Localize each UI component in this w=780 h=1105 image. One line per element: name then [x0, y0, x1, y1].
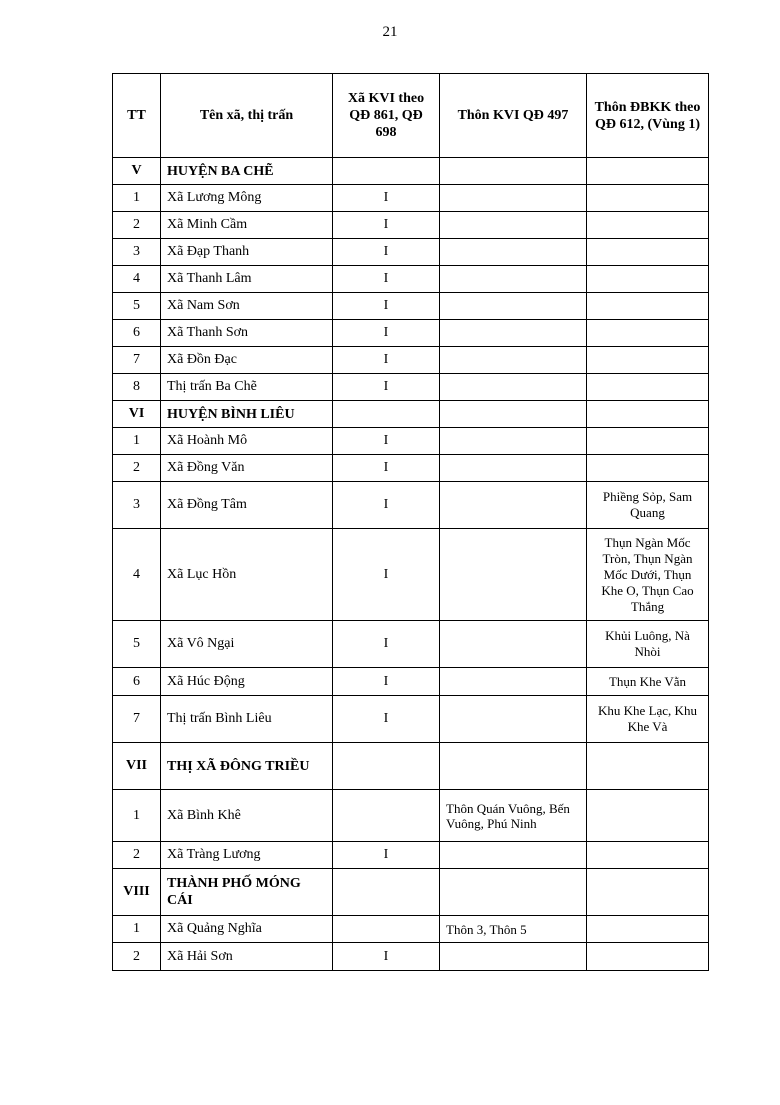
cell-thon-kvi	[440, 743, 587, 790]
cell-thon-kvi	[440, 621, 587, 668]
cell-tt: 6	[113, 320, 161, 347]
table-header-row	[113, 74, 709, 158]
cell-kvi	[333, 869, 440, 916]
table-row	[113, 529, 709, 621]
cell-thon-dbkk	[587, 212, 709, 239]
section-row	[113, 401, 709, 428]
cell-thon-dbkk	[587, 428, 709, 455]
table-row	[113, 668, 709, 696]
cell-thon-dbkk: Khu Khe Lạc, Khu Khe Và	[587, 696, 709, 743]
table-row	[113, 239, 709, 266]
page-number: 21	[382, 24, 398, 40]
cell-kvi: I	[333, 347, 440, 374]
cell-name: Xã Thanh Lâm	[161, 266, 333, 293]
cell-name: Thị trấn Ba Chẽ	[161, 374, 333, 401]
cell-name: Xã Minh Cầm	[161, 212, 333, 239]
cell-kvi: I	[333, 266, 440, 293]
cell-thon-dbkk	[587, 347, 709, 374]
cell-kvi: I	[333, 239, 440, 266]
cell-name: Xã Hải Sơn	[161, 943, 333, 971]
cell-kvi: I	[333, 455, 440, 482]
table-row	[113, 621, 709, 668]
cell-thon-kvi	[440, 374, 587, 401]
header-tt: TT	[113, 74, 161, 158]
table-row	[113, 842, 709, 869]
cell-thon-dbkk: Phiềng Sỏp, Sam Quang	[587, 482, 709, 529]
cell-tt: 8	[113, 374, 161, 401]
table-row	[113, 943, 709, 971]
cell-thon-dbkk: Khủi Luông, Nà Nhòi	[587, 621, 709, 668]
table-row	[113, 790, 709, 842]
cell-thon-kvi	[440, 293, 587, 320]
cell-kvi	[333, 401, 440, 428]
cell-tt: 5	[113, 293, 161, 320]
cell-thon-dbkk	[587, 916, 709, 943]
cell-thon-kvi	[440, 212, 587, 239]
cell-kvi: I	[333, 529, 440, 621]
cell-thon-dbkk	[587, 266, 709, 293]
cell-name: Xã Bình Khê	[161, 790, 333, 842]
cell-kvi: I	[333, 943, 440, 971]
cell-tt: VI	[113, 401, 161, 428]
cell-tt: VIII	[113, 869, 161, 916]
cell-tt: 2	[113, 842, 161, 869]
cell-kvi	[333, 158, 440, 185]
cell-thon-kvi	[440, 185, 587, 212]
cell-tt: 3	[113, 239, 161, 266]
cell-thon-dbkk: Thụn Ngàn Mốc Tròn, Thụn Ngàn Mốc Dưới, Thụn Khe O, Thụn Cao Thắng	[587, 529, 709, 621]
cell-kvi: I	[333, 374, 440, 401]
cell-tt: 2	[113, 943, 161, 971]
cell-tt: 7	[113, 347, 161, 374]
header-thon-dbkk: Thôn ĐBKK theo QĐ 612, (Vùng 1)	[587, 74, 709, 158]
cell-tt: V	[113, 158, 161, 185]
cell-thon-dbkk	[587, 790, 709, 842]
cell-name: Xã Nam Sơn	[161, 293, 333, 320]
cell-thon-kvi	[440, 869, 587, 916]
cell-thon-dbkk	[587, 158, 709, 185]
table-row	[113, 482, 709, 529]
cell-kvi	[333, 743, 440, 790]
cell-thon-dbkk	[587, 943, 709, 971]
cell-thon-kvi	[440, 842, 587, 869]
cell-tt: 5	[113, 621, 161, 668]
cell-thon-kvi	[440, 158, 587, 185]
cell-name: Xã Húc Động	[161, 668, 333, 696]
table-row	[113, 266, 709, 293]
table-row	[113, 185, 709, 212]
cell-tt: 7	[113, 696, 161, 743]
cell-name: Thị trấn Bình Liêu	[161, 696, 333, 743]
cell-thon-dbkk: Thụn Khe Vằn	[587, 668, 709, 696]
cell-tt: 3	[113, 482, 161, 529]
cell-name: Xã Tràng Lương	[161, 842, 333, 869]
cell-name: Xã Đồng Văn	[161, 455, 333, 482]
cell-kvi: I	[333, 428, 440, 455]
cell-name: HUYỆN BÌNH LIÊU	[161, 401, 333, 428]
cell-kvi: I	[333, 293, 440, 320]
cell-thon-kvi	[440, 239, 587, 266]
cell-tt: VII	[113, 743, 161, 790]
table-row	[113, 320, 709, 347]
cell-thon-dbkk	[587, 743, 709, 790]
cell-tt: 1	[113, 428, 161, 455]
header-thon-kvi: Thôn KVI QĐ 497	[440, 74, 587, 158]
cell-tt: 2	[113, 212, 161, 239]
table-row	[113, 428, 709, 455]
cell-thon-kvi	[440, 401, 587, 428]
cell-name: Xã Thanh Sơn	[161, 320, 333, 347]
cell-thon-kvi	[440, 696, 587, 743]
cell-name: Xã Lục Hồn	[161, 529, 333, 621]
cell-thon-kvi	[440, 266, 587, 293]
cell-thon-kvi	[440, 668, 587, 696]
table-row	[113, 374, 709, 401]
cell-tt: 4	[113, 529, 161, 621]
cell-thon-kvi: Thôn 3, Thôn 5	[440, 916, 587, 943]
cell-name: THỊ XÃ ĐÔNG TRIỀU	[161, 743, 333, 790]
cell-thon-kvi	[440, 320, 587, 347]
cell-tt: 2	[113, 455, 161, 482]
cell-kvi: I	[333, 212, 440, 239]
cell-name: Xã Hoành Mô	[161, 428, 333, 455]
table-row	[113, 293, 709, 320]
cell-tt: 1	[113, 916, 161, 943]
cell-thon-dbkk	[587, 842, 709, 869]
table-row	[113, 916, 709, 943]
cell-thon-kvi: Thôn Quán Vuông, Bến Vuông, Phú Ninh	[440, 790, 587, 842]
cell-name: Xã Lương Mông	[161, 185, 333, 212]
cell-kvi: I	[333, 185, 440, 212]
cell-thon-kvi	[440, 428, 587, 455]
table-row	[113, 696, 709, 743]
table-row	[113, 212, 709, 239]
cell-thon-dbkk	[587, 239, 709, 266]
cell-kvi: I	[333, 621, 440, 668]
cell-name: THÀNH PHỐ MÓNG CÁI	[161, 869, 333, 916]
cell-name: HUYỆN BA CHẼ	[161, 158, 333, 185]
cell-kvi	[333, 790, 440, 842]
cell-thon-dbkk	[587, 293, 709, 320]
cell-thon-dbkk	[587, 320, 709, 347]
table-row	[113, 455, 709, 482]
cell-thon-kvi	[440, 455, 587, 482]
cell-kvi: I	[333, 668, 440, 696]
cell-name: Xã Quảng Nghĩa	[161, 916, 333, 943]
cell-kvi	[333, 916, 440, 943]
cell-thon-kvi	[440, 943, 587, 971]
section-row	[113, 158, 709, 185]
commune-table	[112, 73, 709, 971]
cell-tt: 6	[113, 668, 161, 696]
cell-thon-dbkk	[587, 374, 709, 401]
cell-thon-dbkk	[587, 455, 709, 482]
table-row	[113, 347, 709, 374]
section-row	[113, 869, 709, 916]
cell-name: Xã Đạp Thanh	[161, 239, 333, 266]
cell-name: Xã Vô Ngại	[161, 621, 333, 668]
cell-thon-kvi	[440, 482, 587, 529]
cell-thon-dbkk	[587, 185, 709, 212]
cell-thon-dbkk	[587, 869, 709, 916]
cell-kvi: I	[333, 320, 440, 347]
cell-tt: 1	[113, 790, 161, 842]
cell-kvi: I	[333, 696, 440, 743]
cell-kvi: I	[333, 482, 440, 529]
cell-name: Xã Đồn Đạc	[161, 347, 333, 374]
cell-thon-kvi	[440, 347, 587, 374]
header-name: Tên xã, thị trấn	[161, 74, 333, 158]
cell-name: Xã Đồng Tâm	[161, 482, 333, 529]
table-body	[113, 158, 709, 971]
section-row	[113, 743, 709, 790]
cell-tt: 1	[113, 185, 161, 212]
header-kvi: Xã KVI theo QĐ 861, QĐ 698	[333, 74, 440, 158]
cell-thon-kvi	[440, 529, 587, 621]
cell-kvi: I	[333, 842, 440, 869]
cell-thon-dbkk	[587, 401, 709, 428]
cell-tt: 4	[113, 266, 161, 293]
